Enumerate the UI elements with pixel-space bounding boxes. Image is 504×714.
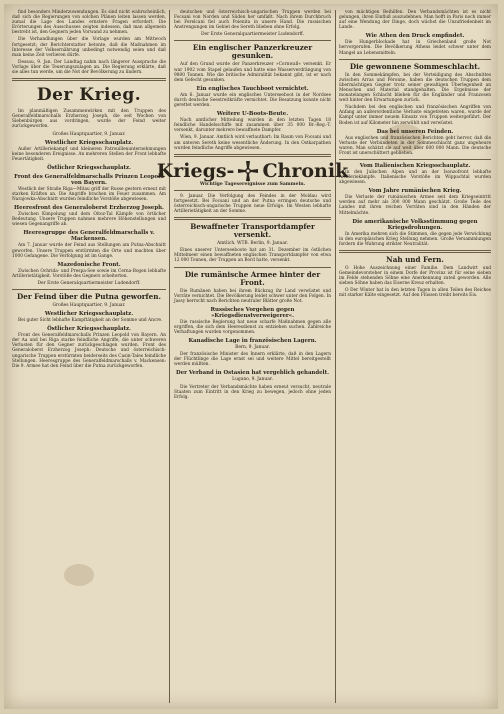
subheading: Der Verband in Ostasien hat vergeblich gehandelt. xyxy=(176,370,329,377)
article-text: von mächtigen Beihilfen. Den Verbandsmächten ist es nicht gelungen, ihren Einfluß auszudehnen. Man hofft in Paris noch immer auf eine Wendung der Dinge, doch wächst die Unzufriedenheit im Lande. xyxy=(339,10,491,31)
article-text: Außer Artilleriekampf und kleineren Patrouillenunternehmungen keine besonderen Ereignisse. An mehreren Stellen der Front lebhafte Feuertätigkeit. xyxy=(12,146,166,162)
article-text: In den Julischen Alpen und an der Isonzofront lebhafte Artilleriekämpfe. Italienische Vorstöße im Wippachtal wurden abgewiesen. xyxy=(339,169,491,186)
subheading: Vom Jahre rumänischen Krieg. xyxy=(368,188,462,195)
column-rule xyxy=(169,10,170,703)
article-text: Am 6. Januar wurde ein englisches Unterseeboot in der Nordsee durch deutsche Seestreitkräfte vernichtet. Die Besatzung konnte nicht gerettet werden. xyxy=(174,92,331,109)
divider xyxy=(339,250,491,253)
article-text: 9. Januar. Die Verfolgung des Feindes in der Moldau wird fortgesetzt. Bei Focsani und an der Putna erringen deutsche und österreichisch-ungarische Truppen neue Erfolge. Im Westen lebhafte Artillerietätigkeit an der Somme. xyxy=(174,193,331,215)
subheading: Wie Athen den Druck empfindet. xyxy=(365,33,465,40)
headline-rumaenische-armee: Die rumänische Armee hinter der Front. xyxy=(184,269,321,287)
article-text: Die Rumänen haben bei ihrem Rückzug ihr Land verwüstet und Vorräte vernichtet. Die Bevölkerung leidet schwer unter den Folgen. In Jassy herrscht nach Berichten neutraler Blätter große Not. xyxy=(174,288,331,304)
article-text: Der französische Minister des Innern erklärte, daß in den Lagern der Flüchtlinge die Lage ernst sei und weitere Mittel bereitgestellt werden müßten. xyxy=(174,352,331,368)
article-text: Im planmäßigen Zusammenwirken mit den Truppen des Generalfeldmarschalls Erzherzog Joseph, die seit Wochen von Siebenbürgen aus vordringen, wurde der Feind weiter zurückgeworfen. xyxy=(12,109,166,130)
article-text: In den Sommekämpfen, bei der Verteidigung des Abschnittes zwischen Arras und Péronne, haben die deutschen Truppen dem übermächtigen Gegner trotz seiner gewaltigen Überlegenheit an Menschen und Material standgehalten. Die Ergebnisse der monatelangen Schlacht blieben für die Engländer und Franzosen weit hinter den Erwartungen zurück. xyxy=(339,72,491,104)
article-text: Wien, 9. Januar. Amtlich wird verlautbart: Im Raum von Focsani und am unteren Sereth keine wesentliche Änderung. In den Ostkarpathen wurden feindliche Angriffe abgewiesen. xyxy=(174,135,331,151)
divider xyxy=(12,78,166,81)
article-text: O Der Winter hat in den letzten Tagen in allen Teilen des Reiches mit starker Kälte eingesetzt. Auf den Flüssen treibt bereits Eis. xyxy=(339,288,491,299)
article-text: find besonders Minderzuwendungen. Es sind nicht wahrscheinlich, daß sich die Regierungen von solchen Plänen leiten lassen werden, zumal die Lage des Landes ernstere Fragen erfordert. Die Erörterungen des Ausschusses zeigten indessen, daß man allgemein bestrebt ist, den Gegnern jeden Vorwand zu nehmen. xyxy=(12,10,166,36)
chronik-title-left: Kriegs- xyxy=(156,159,235,182)
article-text: Bei guter Sicht lebhafte Kampftätigkeit an der Somme und Ancre. xyxy=(18,318,163,324)
subheading: Heeresgruppe des Generalfeldmarschalls v. Mackensen. xyxy=(23,230,155,243)
article-text: Am 7. Januar wurde der Feind aus Stellungen am Putna-Abschnitt geworfen. Unsere Truppen erstürmten die Orte und machten über 1000 Gefangene. Die Verfolgung ist im Gange. xyxy=(12,243,166,259)
subheading: Westlicher Kriegsschauplatz. xyxy=(44,139,134,146)
dateline: Amtlich. WTB. Berlin, 9. Januar. xyxy=(216,241,289,247)
newspaper-page xyxy=(4,4,498,709)
subheading: Vom Italienischen Kriegsschauplatz. xyxy=(359,162,471,169)
dateline: Bern, 9. Januar. xyxy=(235,345,270,351)
divider xyxy=(12,289,166,290)
subheading: Front des Generalfeldmarschalls Prinzen Leopold von Bayern. xyxy=(14,173,164,186)
chronik-subtitle: Wichtige Tagesereignisse zum Sammeln. xyxy=(199,181,306,187)
article-text: Die Hungerblockade hat in Griechenland große Not hervorgerufen. Die Bevölkerung Athens leidet schwer unter dem Mangel an Lebensmitteln. xyxy=(339,40,491,56)
headline-putna: Der Feind über die Putna geworfen. xyxy=(17,292,161,301)
iron-cross-icon xyxy=(238,161,258,181)
subheading: Weitere U-Boots-Beute. xyxy=(216,111,289,118)
section-heading-krieg: Der Krieg. xyxy=(36,85,142,106)
article-text: O Hohe Auszeichnung einer Familie. Dem Landwirt und Gemeindevorsteher in einem Dorfe der Provinz ist für seine sieben im Felde stehenden Söhne eine Anerkennung zuteil geworden. Alle sieben Söhne haben das Eiserne Kreuz erhalten. xyxy=(339,265,491,287)
article-text: Die Vertreter der Verbandsmächte haben erneut versucht, neutrale Staaten zum Eintritt in den Krieg zu bewegen, jedoch ohne jeden Erfolg. xyxy=(174,384,331,400)
headline-sommeschlacht: Die gewonnene Sommeschlacht. xyxy=(349,61,481,71)
dateline: Großes Hauptquartier, 9. Januar. xyxy=(52,303,126,308)
column-3 xyxy=(339,10,491,703)
article-text: Aus englischen und französischen Berichten geht hervor, daß die Verluste der Verbündeten in der Sommeschlacht ganz ungeheure waren. Man schätzt sie auf weit über 600 000 Mann. Die deutsche Front ist unerschüttert geblieben. xyxy=(339,135,491,156)
article-text: Eines unserer Unterseeboote hat am 31. Dezember im östlichen Mittelmeer einen bewaffneten englischen Transportdampfer von etwa 12 000 Tonnen, der Truppen an Bord hatte, versenkt. xyxy=(174,248,331,264)
column-1 xyxy=(12,10,166,703)
subheading: Ein englisches Tauchboot vernichtet. xyxy=(196,85,309,92)
chronik-masthead xyxy=(156,159,349,182)
divider xyxy=(174,154,331,157)
subheading: Westlicher Kriegsschauplatz. xyxy=(44,311,134,318)
chronik-title-right: Chronik xyxy=(262,159,349,182)
subheading: Kanadische Lage in französischen Lagern. xyxy=(188,338,317,345)
article-text: Auf den Grund wurde der Panzerkreuzer »Cornwall« versenkt. Er war 1902 vom Stapel gelaufen und hatte eine Wasserverdrängung von 9800 Tonnen. Wie die britische Admiralität bekannt gibt, ist er nach dem Gefecht gesunken. xyxy=(174,62,331,83)
headline-panzerkreuzer: Ein englischer Panzerkreuzer gesunken. xyxy=(192,43,313,61)
divider xyxy=(174,190,331,191)
article-text: Zwischen Kimpolung und dem Oitoz-Tal Kämpfe von örtlicher Bedeutung. Unsere Truppen nahmen mehrere Höhenstellungen und wiesen Gegenangriffe ab. xyxy=(12,212,166,228)
dateline: Lugano, 9. Januar. xyxy=(232,377,273,383)
article-text: Nachdem bei den englischen und französischen Angriffen von Anfang an außerordentliche Verluste eingetreten waren, wurde der Kampf unter immer neuem Einsatz von Truppen weitergeführt. Der Boden ist auf Kilometer hin zerwühlt und verwüstet. xyxy=(339,105,491,126)
signature: Der Erste Generalquartiermeister Ludendorff. xyxy=(37,280,141,286)
dateline: Großes Hauptquartier, 9. Januar. xyxy=(52,131,126,137)
article-text: Die Verluste der rumänischen Armee seit dem Kriegseintritt werden auf mehr als 300 000 Mann geschätzt. Große Teile des Landes mit ihren reichen Vorräten sind in den Händen der Mittelmächte. xyxy=(339,195,491,216)
subheading: Östlicher Kriegsschauplatz. xyxy=(47,164,131,171)
article-text: Westlich der Straße Riga—Mitau griff der Russe gestern erneut mit starken Kräften an. Die Angriffe brachen im Feuer zusammen. Am Narajowka-Abschnitt wurden feindliche Vorstöße abgewiesen. xyxy=(12,186,166,203)
article-text: Front des Generalfeldmarschalls Prinzen Leopold von Bayern. An der Aa und bei Riga starke feindliche Angriffe, die unter schweren Verlusten für den Gegner zurückgeschlagen wurden. Front des Generaloberst Erzherzog Joseph: Deutsche und österreichisch-ungarische Truppen erstürmten beiderseits des Casin-Tales feindliche Stellungen. Heeresgruppe des Generalfeldmarschalls v. Mackensen: Die 9. Armee hat den Feind über die Putna zurückgeworfen. xyxy=(12,333,166,369)
subheading: Östlicher Kriegsschauplatz. xyxy=(47,326,131,333)
article-text: Zwischen Ochrida- und Prespa-See sowie im Cerna-Bogen lebhafte Artillerietätigkeit. Vorstöße des Gegners scheiterten. xyxy=(12,268,166,279)
article-text: deutschen und österreichisch-ungarischen Truppen werden bei Focsani von Norden und Süden her umfaßt. Nach ihrem Durchbruch bei Ferelcani fiel auch Poienita in unsere Hand. Die russischen Anstrengungen im Gebiet des Sereth blieben ohne Erfolg. xyxy=(174,10,331,31)
subheading: Mazedonische Front. xyxy=(57,261,121,268)
article-text: Dessau, 9. Jan. Der Landtag nahm nach längerer Aussprache die Vorlage über die Teuerungszulagen an. Die Regierung erklärte, daß sie alles tun werde, um die Not der Bevölkerung zu lindern. xyxy=(12,59,166,76)
column-2 xyxy=(156,10,349,703)
article-text: Nach amtlicher Mitteilung wurden in den letzten Tagen 18 feindliche Handelsschiffe mit zusammen über 35 000 Br.-Reg.-T. versenkt, darunter mehrere bewaffnete Dampfer. xyxy=(174,118,331,134)
subheading: Die amerikanische Volksstimmung gegen Kriegsdrohungen. xyxy=(352,218,478,231)
subheading: Russisches Vorgehen gegen »Kriegsdienstverweigerer«. xyxy=(210,306,295,319)
article-text: Die Verhandlungen über die Vorlage wurden am Mittwoch fortgesetzt; der Berichterstatter betonte, daß die Maßnahmen im Interesse der Volksernährung unbedingt notwendig seien und daß man keine Zeit verlieren dürfe. xyxy=(12,37,166,58)
subheading: Das bei unseren Feinden. xyxy=(376,128,454,135)
article-text: In Amerika mehren sich die Stimmen, die gegen jede Verwicklung in den europäischen Krieg Stellung nehmen. Große Versammlungen fordern die Wahrung strikter Neutralität. xyxy=(339,231,491,247)
signature: Der Erste Generalquartiermeister Ludendorff. xyxy=(201,32,304,38)
headline-nah-und-fern: Nah und Fern. xyxy=(386,254,444,264)
column-rule xyxy=(335,10,336,703)
divider xyxy=(174,40,331,41)
headline-transport: Bewaffneter Transportdampfer versenkt. xyxy=(190,222,315,240)
divider xyxy=(339,59,491,60)
article-text: Die russische Regierung hat neue scharfe Maßnahmen gegen alle ergriffen, die sich dem Heeresdienst zu entziehen suchen. Zahlreiche Verhaftungen wurden vorgenommen. xyxy=(174,319,331,335)
subheading: Heeresfront des Generaloberst Erzherzog Joseph. xyxy=(14,205,164,212)
divider xyxy=(174,267,331,268)
divider xyxy=(174,217,331,220)
divider xyxy=(339,159,491,160)
